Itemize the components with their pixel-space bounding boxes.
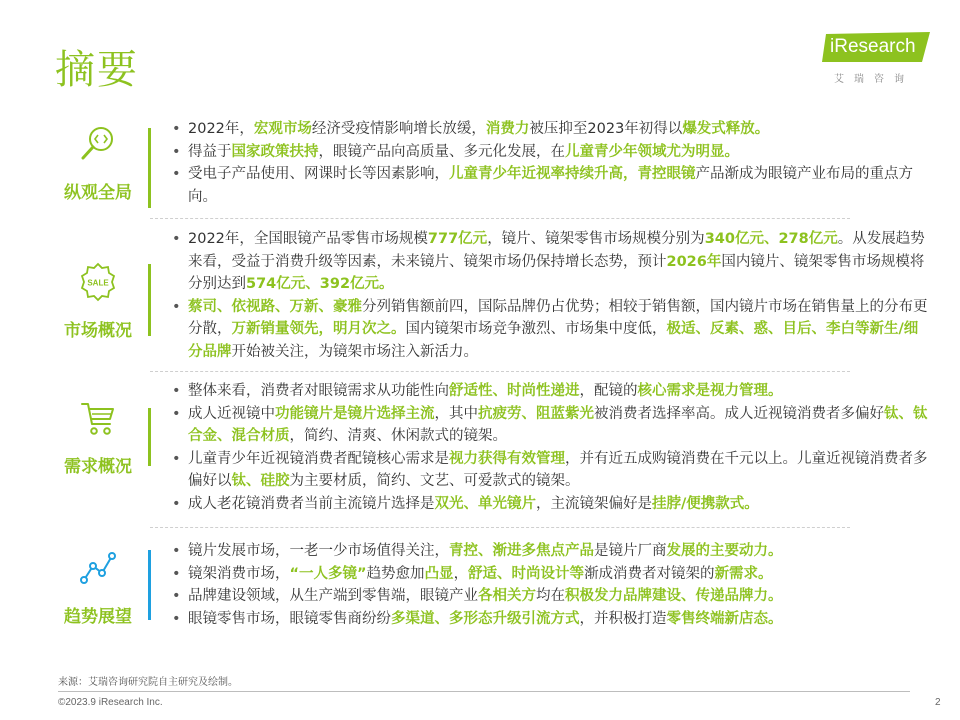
highlight-text: 凸显 [424,565,454,582]
bullet-item [168,163,928,208]
body-text: ，并积极打造 [579,610,667,627]
highlight-text: 挂脖/便携款式。 [652,495,759,512]
body-text: 儿童青少年近视镜消费者配镜核心需求是 [188,450,449,467]
body-text: ，并有近五成购镜消费在千元以上。儿童近视镜消费者多偏好以 [188,450,928,489]
highlight-text: 新需求。 [714,565,773,582]
bullet-item [168,296,928,364]
footer-divider [58,691,910,692]
highlight-text: “一人多镜” [289,565,367,582]
body-text: 。从发展趋势来看，受益于消费升级等因素，未来镜片、镜架市场仍保持增长态势，预计 [188,231,925,270]
iresearch-logo [822,32,930,84]
highlight-text: 极适、反素、惑、目后、李白等新生/细分品牌 [188,321,919,360]
highlight-text: 国家政策扶持 [231,143,319,160]
highlight-text: 舒适、时尚设计等 [468,565,585,582]
section-divider-bar [148,128,151,208]
section-label: 需求概况 [64,457,132,477]
section-separator [150,371,850,372]
bullet-item [168,448,928,493]
body-text: ，主流镜架偏好是 [536,495,652,512]
page-title: 摘要 [55,47,139,93]
body-text: 国内镜架市场竞争激烈、市场集中度低， [405,321,667,337]
highlight-text: 抗疲劳、阻蓝紫光 [478,405,594,422]
copyright-text: ©2023.9 iResearch Inc. [58,697,163,708]
body-text: 2022年，全国眼镜产品零售市场规模 [188,231,428,247]
body-text: 2022年， [188,121,254,137]
body-text: 受电子产品使用、网课时长等因素影响， [188,166,449,182]
section-bullets [168,380,928,515]
body-text: 均在 [536,588,565,604]
body-text: 品牌建设领域，从生产端到零售端，眼镜产业 [188,588,478,604]
highlight-text: 宏观市场 [253,121,312,137]
body-text: 镜片发展市场，一老一少市场值得关注， [188,543,449,559]
highlight-text: 功能镜片是镜片选择主流 [275,405,435,422]
sale-tag-icon [78,262,118,302]
highlight-text: 儿童青少年近视率持续升高，青控眼镜 [449,166,696,182]
section-label: 纵观全局 [64,183,132,203]
section-bullets [168,228,928,363]
body-text: 国内镜片、镜架零售市场规模将分别达到 [188,253,925,292]
logo-subtitle: 艾瑞咨询 [834,74,914,85]
highlight-text: 消费力 [485,121,530,137]
body-text: 被压抑至2023年初得以 [529,121,683,137]
highlight-text: 钛、钛合金、混合材质 [188,405,928,444]
body-text: 经济受疫情影响增长放缓， [311,121,486,137]
bullet-item [168,141,928,164]
highlight-text: 双光、单光镜片 [434,495,536,512]
body-text: ，眼镜产品向高质量、多元化发展，在 [318,143,565,160]
highlight-text: 核心需求是视力管理。 [637,383,783,399]
highlight-text: 574亿元、392亿元。 [246,276,394,292]
body-text: 整体来看，消费者对眼镜需求从功能性向 [188,383,449,399]
body-text: 分列销售额前四，国际品牌仍占优势；相较于销售额，国内镜片市场在销售量上的分布更分散， [188,298,928,337]
body-text: ，镜片、镜架零售市场规模分别为 [487,231,705,247]
body-text: ， [453,565,469,582]
bullet-item [168,380,928,403]
logo-text: iResearch [830,36,916,57]
body-text: 渐成消费者对镜架的 [584,565,715,582]
bullet-item [168,608,928,631]
body-text: 为主要材质，简约、文艺、可爱款式的镜架。 [289,473,580,489]
highlight-text: 各相关方 [478,588,536,604]
section-divider-bar [148,408,151,466]
highlight-text: 视力获得有效管理 [449,450,565,467]
body-text: 眼镜零售市场，眼镜零售商纷纷 [188,610,391,627]
section-divider-bar [148,264,151,336]
trend-line-icon [78,548,118,588]
body-text: 镜架消费市场， [188,565,290,582]
body-text: 成人近视镜中 [188,405,275,422]
highlight-text: 2026年 [666,253,722,270]
highlight-text: 钛、硅胶 [231,473,290,489]
svg-text:SALE: SALE [87,278,109,288]
body-text: 是镜片厂商 [594,543,667,559]
body-text: ，其中 [434,405,478,422]
bullet-item [168,563,928,586]
bullet-item [168,403,928,448]
body-text: 产品渐成为眼镜产业布局的重点方向。 [188,166,913,205]
highlight-text: 777亿元 [427,231,488,247]
body-text: ，配镜的 [579,383,638,399]
section-label: 趋势展望 [64,607,132,627]
bullet-item [168,493,928,516]
source-note: 来源：艾瑞咨询研究院自主研究及绘制。 [58,677,238,688]
section-separator [150,218,850,219]
section-divider-bar [148,550,151,620]
bullet-item [168,540,928,563]
bullet-item [168,228,928,296]
highlight-text: 蔡司、依视路、万新、豪雅 [188,298,362,315]
section-separator [150,527,850,528]
shopping-cart-icon [78,398,118,438]
bullet-item [168,585,928,608]
highlight-text: 发展的主要动力。 [666,543,783,559]
highlight-text: 爆发式释放。 [682,121,770,137]
highlight-text: 儿童青少年领域尤为明显。 [565,143,739,160]
bullet-item [168,118,928,141]
body-text: 开始被关注，为镜架市场注入新活力。 [231,343,478,360]
highlight-text: 万新销量领先，明月次之。 [231,321,406,337]
highlight-text: 积极发力品牌建设、传递品牌力。 [565,588,783,604]
section-bullets [168,540,928,630]
body-text: ，简约、清爽、休闲款式的镜架。 [289,428,507,444]
section-label: 市场概况 [64,321,132,341]
body-text: 成人老花镜消费者当前主流镜片选择是 [188,495,435,512]
body-text: 被消费者选择率高。成人近视镜消费者多偏好 [594,405,884,422]
highlight-text: 舒适性、时尚性递进 [449,383,580,399]
highlight-text: 多渠道、多形态升级引流方式 [391,610,580,627]
highlight-text: 零售终端新店态。 [666,610,783,627]
page-number: 2 [935,697,941,708]
body-text: 趋势愈加 [366,565,425,582]
body-text: 得益于 [188,143,232,160]
magnifier-code-icon [78,124,118,164]
highlight-text: 340亿元、278亿元 [704,231,838,247]
highlight-text: 青控、渐进多焦点产品 [449,543,594,559]
section-bullets [168,118,928,208]
